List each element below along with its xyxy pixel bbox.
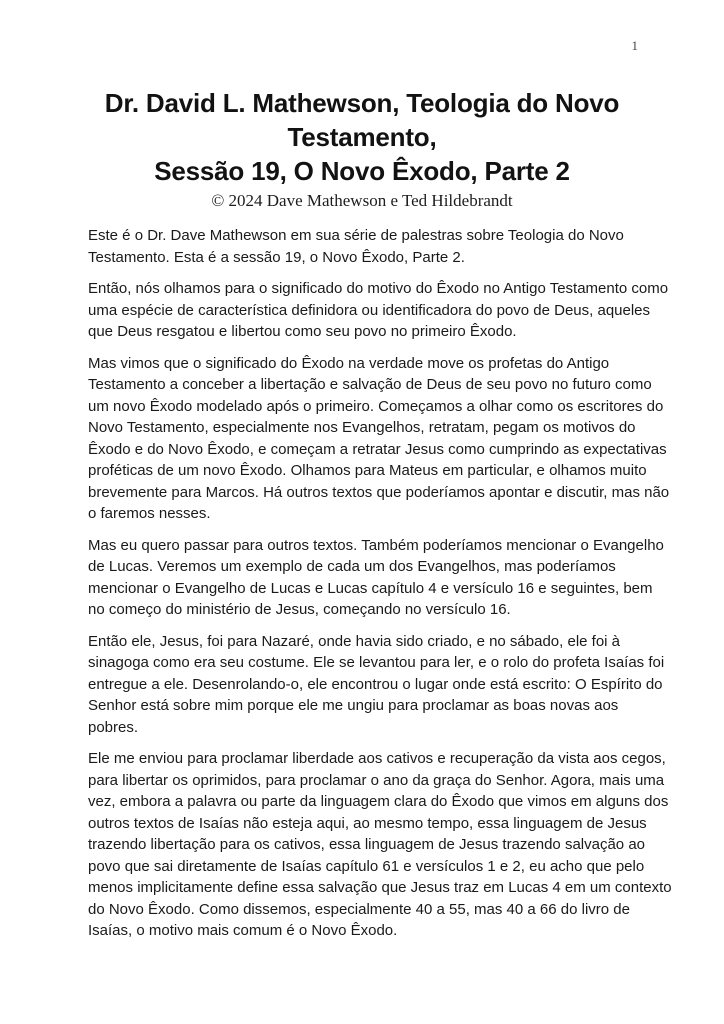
paragraph: Mas eu quero passar para outros textos. Também poderíamos mencionar o Evangelho de Lucas. Veremos um exemplo de cada um dos Evangelhos, mas poderíamos mencionar o Evangelho de Lucas e Lucas capítulo 4 e versículo 16 e seguintes, bem no começo do ministério de Jesus, começando no versículo 16.: [88, 536, 664, 618]
paragraph: Ele me enviou para proclamar liberdade aos cativos e recuperação da vista aos cegos, para libertar os oprimidos, para proclamar o ano da graça do Senhor. Agora, mais uma vez, embora a palavra ou parte da linguagem clara do Êxodo que vimos em alguns dos outros textos de Isaías não esteja aqui, ao mesmo tempo, essa linguagem de Jesus trazendo libertação para os cativos, essa linguagem de Jesus trazendo salvação ao povo que sai diretamente de Isaías capítulo 61 e versículos 1 e 2, eu acho que pelo menos implicitamente define essa salvação que Jesus traz em Lucas 4 em um contexto do Novo Êxodo. Como dissemos, especialmente 40 a 55, mas 40 a 66 do livro de Isaías, o motivo mais comum é o Novo Êxodo.: [88, 750, 672, 939]
paragraph: Então ele, Jesus, foi para Nazaré, onde havia sido criado, e no sábado, ele foi à sinagoga como era seu costume. Ele se levantou para ler, e o rolo do profeta Isaías foi entregue a ele. Desenrolando-o, ele encontrou o lugar onde está escrito: O Espírito do Senhor está sobre mim porque ele me ungiu para proclamar as boas novas aos pobres.: [88, 632, 665, 736]
document-header: [0, 0, 724, 211]
paragraph: Este é o Dr. Dave Mathewson em sua série de palestras sobre Teologia do Novo Testamento. Esta é a sessão 19, o Novo Êxodo, Parte 2.: [88, 227, 624, 266]
page-number: 1: [631, 38, 638, 53]
paragraph: Então, nós olhamos para o significado do motivo do Êxodo no Antigo Testamento como uma espécie de característica definidora ou identificadora do povo de Deus, aqueles que Deus resgatou e libertou como seu povo no primeiro Êxodo.: [88, 280, 669, 340]
document-title-line-3: Sessão 19, O Novo Êxodo, Parte 2: [154, 156, 570, 186]
copyright-line: © 2024 Dave Mathewson e Ted Hildebrandt: [211, 191, 513, 210]
paragraph: Mas vimos que o significado do Êxodo na verdade move os profetas do Antigo Testamento a conceber a libertação e salvação de Deus de seu povo no futuro como um novo Êxodo modelado após o primeiro. Começamos a olhar como os escritores do Novo Testamento, especialmente nos Evangelhos, retratam, pegam os motivos do Êxodo e do Novo Êxodo, e começam a retratar Jesus como cumprindo as expectativas proféticas de um novo Êxodo. Olhamos para Mateus em particular, e olhamos muito brevemente para Marcos. Há outros textos que poderíamos apontar e discutir, mas não o faremos nesses.: [88, 354, 670, 522]
document-title-line-1: Dr. David L. Mathewson, Teologia do Novo: [104, 88, 620, 118]
document-body: [88, 225, 672, 942]
document-title-line-2: Testamento,: [287, 122, 437, 152]
